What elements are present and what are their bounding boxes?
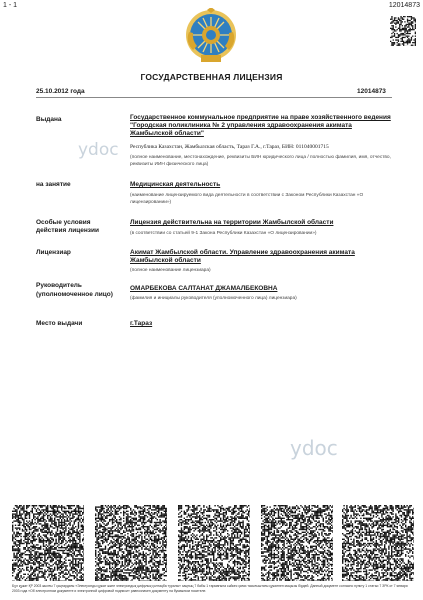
issue-date: 25.10.2012 года <box>36 88 85 95</box>
head-label-2: (уполномоченное лицо) <box>36 291 113 298</box>
issued-to-label: Выдана <box>36 116 62 123</box>
issued-to-address: Республика Казахстан, Жамбылская область, Тараз Г.А., г.Тараз, БИН: 011040001715 <box>130 144 329 150</box>
licensor-value: Акимат Жамбылской области. Управление здравоохранения акимата Жамбылской области <box>130 249 355 264</box>
activity-label: на занятие <box>36 181 71 188</box>
issued-to-hint: (полное наименование, местонахождение, реквизиты БИН юридического лица / полностью фамилия, имя, отчество, реквизиты ИИН физического лица) <box>130 155 391 167</box>
licensor-hint: (полное наименование лицензиара) <box>130 268 211 273</box>
header-divider <box>36 97 392 98</box>
special-conditions-hint: (в соответствии со статьей 9-1 Закона Республики Казахстан «О лицензировании») <box>130 231 317 236</box>
place-value: г.Тараз <box>130 320 153 327</box>
special-conditions-label-2: действия лицензии <box>36 227 100 234</box>
document-title: ГОСУДАРСТВЕННАЯ ЛИЦЕНЗИЯ <box>140 72 283 82</box>
license-number: 12014873 <box>357 88 386 95</box>
special-conditions-value: Лицензия действительна на территории Жамбылской области <box>130 219 334 226</box>
head-label-1: Руководитель <box>36 282 82 289</box>
issued-to-value: Государственное коммунальное предприятие на праве хозяйственного ведения "Городская поликлиника № 2 управления здравоохранения акимата Жамбылской области" <box>130 114 391 137</box>
special-conditions-label-1: Особые условия <box>36 219 91 226</box>
page-indicator: 1 - 1 <box>3 2 18 9</box>
state-emblem-icon <box>183 8 239 64</box>
watermark-bottom: ydoc <box>290 436 338 460</box>
barcode-5 <box>342 505 414 581</box>
watermark-top: ydoc <box>78 140 119 160</box>
activity-hint: (наименование лицензируемого вида деятельности в соответствии с Законом Республики Казахстан «О лицензировании») <box>130 193 364 205</box>
barcode-3 <box>178 505 250 581</box>
place-label: Место выдачи <box>36 320 83 327</box>
document-number-top: 12014873 <box>388 2 420 9</box>
barcode-1 <box>12 505 84 581</box>
activity-value: Медицинская деятельность <box>130 181 221 188</box>
legal-footnote: Бұл құжат ҚР 2003 жылғы 7 қаңтардағы «Электронды құжат және электрондық цифрлық қолтаңба туралы» заңның 7 бабы 1 тармағына сәйкес қағаз тасығыштағы құжатпен маңызы бірдей. Данный документ согласно пункту 1 статьи 7 ЗРК от 7 января 2003 года «Об электронном документе и электронной цифровой подписи» равнозначен документу на бумажном носителе. <box>12 584 408 593</box>
head-value: ОМАРБЕКОВА САЛТАНАТ ДЖАМАЛБЕКОВНА <box>130 285 278 292</box>
barcode-2 <box>95 505 167 581</box>
barcode-4 <box>261 505 333 581</box>
licensor-label: Лицензиар <box>36 249 71 256</box>
head-hint: (фамилия и инициалы руководителя (уполномоченного лица) лицензиара) <box>130 296 297 301</box>
qr-code-top <box>390 16 416 46</box>
barcode-strip <box>12 505 412 581</box>
